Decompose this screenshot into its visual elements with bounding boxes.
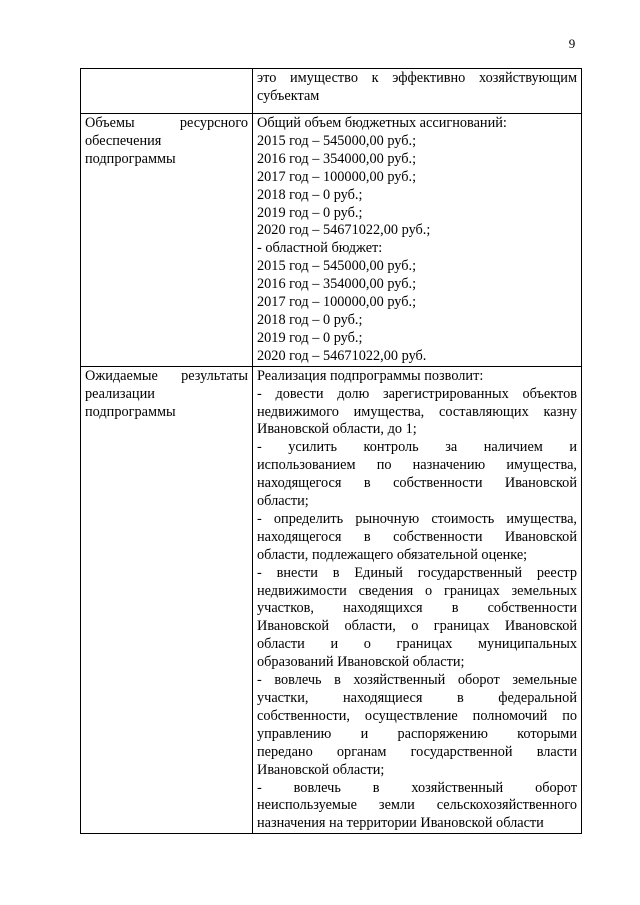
table-row-resources [81,114,582,367]
text-line: подпрограммы [85,403,176,420]
table-row-expected-results [81,366,582,834]
text-line: 2017 год – 100000,00 руб.; [257,168,417,185]
page-number: 9 [568,36,576,51]
text-line: неиспользуемые земли сельскохозяйственного [257,797,577,814]
row2-value-cell [253,114,582,367]
text-line: это имущество к эффективно хозяйствующим [257,70,577,86]
text-line: - определить рыночную стоимость имущества, [257,510,577,527]
text-line: Объемы ресурсного [85,115,248,131]
text-line: 2016 год – 354000,00 руб.; [257,276,417,293]
text-line: 2015 год – 545000,00 руб.; [257,132,417,149]
text-line: находящегося в собственности Ивановской [257,528,577,545]
text-line: Общий объем бюджетных ассигнований: [257,115,507,131]
text-line: подпрограммы [85,150,176,167]
text-line: - усилить контроль за наличием и [257,439,577,456]
row1-value-cell [253,69,582,114]
text-line: 2015 год – 545000,00 руб.; [257,258,417,275]
text-line: собственности, осуществление полномочий по [257,707,577,724]
text-line: Ивановской области, до 1; [257,421,417,438]
table-row-continuation [81,69,582,114]
text-line: назначения на территории Ивановской области [257,815,544,832]
text-line: Ожидаемые результаты [85,367,248,384]
text-line: 2019 год – 0 руб.; [257,204,363,221]
text-line: субъектам [257,87,320,104]
text-line: 2020 год – 54671022,00 руб. [257,347,427,364]
text-line: - довести долю зарегистрированных объектов [257,385,577,402]
text-line: управлению и распоряжению которыми [257,725,577,742]
text-line: 2016 год – 354000,00 руб.; [257,150,417,167]
text-line: участков, находящихся в собственности [257,600,577,617]
text-line: 2020 год – 54671022,00 руб.; [257,222,431,239]
text-line: Реализация подпрограммы позволит: [257,367,484,384]
row1-value-text [257,70,577,106]
text-line: - вовлечь в хозяйственный оборот [257,779,577,796]
text-line: находящегося в собственности Ивановской [257,475,577,492]
text-line: области и о границах муниципальных [257,636,577,653]
budget-allocation-list [257,115,577,366]
row1-label-cell [81,69,253,114]
row2-label-text [85,115,248,169]
text-line: образований Ивановской области; [257,654,465,671]
text-line: участки, находящиеся в федеральной [257,690,577,706]
text-line: передано органам государственной власти [257,743,577,760]
text-line: - внести в Единый государственный реестр [257,564,577,581]
expected-results-list [257,368,577,834]
text-line: 2018 год – 0 руб.; [257,311,363,328]
text-line: недвижимости сведения о границах земельных [257,582,577,599]
text-line: использованием по назначению имущества, [257,457,577,474]
row3-label-cell [81,366,253,834]
row3-value-cell [253,366,582,834]
text-line: 2019 год – 0 руб.; [257,329,363,346]
text-line: недвижимого имущества, составляющих казну [257,403,577,420]
text-line: 2017 год – 100000,00 руб.; [257,294,417,311]
text-line: - областной бюджет: [257,240,383,257]
text-line: реализации [85,385,155,402]
text-line: - вовлечь в хозяйственный оборот земельные [257,672,577,689]
row3-label-text [85,368,248,422]
text-line: Ивановской области; [257,761,385,778]
text-line: области; [257,493,309,510]
text-line: 2018 год – 0 руб.; [257,186,363,203]
text-line: обеспечения [85,132,162,149]
row2-label-cell [81,114,253,367]
text-line: области, подлежащего обязательной оценке; [257,546,528,563]
text-line: Ивановской области, о границах Ивановской [257,618,577,635]
subprogram-passport-table [80,68,582,834]
